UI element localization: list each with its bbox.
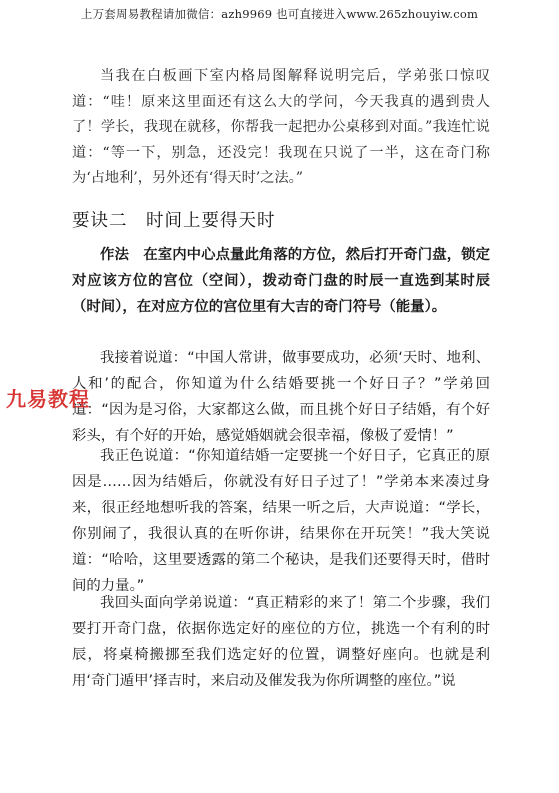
dialogue-paragraph-3: 我回头面向学弟说道：“真正精彩的来了！第二个步骤，我们要打开奇门盘，依据你选定好的座位的方位，挑选一个有利的时辰，将桌椅搬挪至我们选定好的位置，调整好座向。也就是利用‘奇门遁甲’择吉时，来启动及催发我为你所调整的座位。”说 — [72, 595, 490, 689]
intro-paragraph: 当我在白板画下室内格局图解释说明完后，学弟张口惊叹道：“哇！原来这里面还有这么大的学问，今天我真的遇到贵人了！学长，我现在就移，你帮我一起把办公桌移到对面。”我连忙说道：“等一下，别急，还没完！我现在只说了一半，这在奇门称为‘占地利’，另外还有‘得天时’之法。” — [72, 68, 490, 186]
dialogue-paragraph-1: 我接着说道：“中国人常讲，做事要成功，必须‘天时、地利、人和’的配合，你知道为什么结婚要挑一个好日子？”学弟回道：“因为是习俗，大家都这么做，而且挑个好日子结婚，有个好彩头，有个好的开始，感觉婚姻就会很幸福，像极了爱情！” — [72, 350, 490, 444]
dialogue-paragraph-2: 我正色说道：“你知道结婚一定要挑一个好日子，它真正的原因是……因为结婚后，你就没有好日子过了！”学弟本来凑过身来，很正经地想听我的答案，结果一听之后，大声说道：“学长，你别闹了，我很认真的在听你讲，结果你在开玩笑！”我大笑说道：“哈哈，这里要透露的第二个秘诀，是我们还要得天时，借时间的力量。” — [72, 448, 490, 594]
watermark-logo: 九易教程 — [6, 387, 90, 411]
method-paragraph: 作法 在室内中心点量此角落的方位，然后打开奇门盘，锁定对应该方位的宫位（空间），拨动奇门盘的时辰一直选到某时辰（时间），在对应方位的宫位里有大吉的奇门符号（能量）。 — [72, 247, 490, 315]
section-heading: 要诀二 时间上要得天时 — [72, 211, 276, 231]
page-header: 上万套周易教程请加微信：azh9969 也可直接进入www.265zhouyiw.com — [80, 7, 479, 21]
